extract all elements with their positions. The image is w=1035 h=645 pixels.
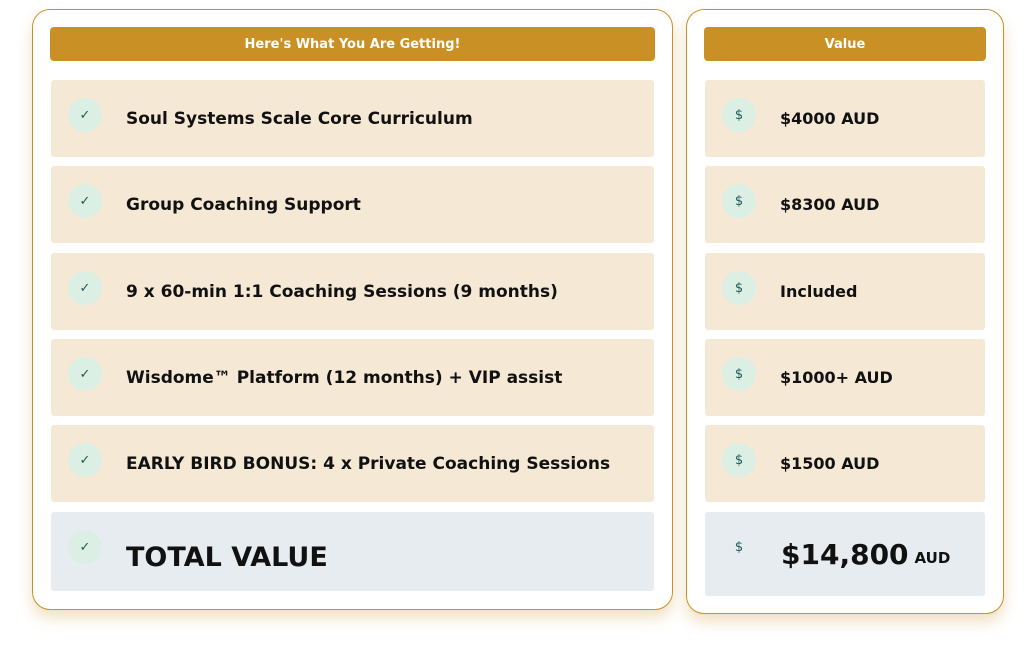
total-row [51,512,654,591]
total-value-amount [781,512,950,596]
offer-item-label: 9 x 60-min 1:1 Coaching Sessions (9 months) [126,281,558,302]
offer-header: Here's What You Are Getting! [50,27,655,61]
offer-item-row [51,339,654,416]
value-row [705,80,985,157]
dollar-icon: $ [734,539,744,555]
value-amount: $1500 AUD [780,454,880,473]
value-amount: Included [780,282,858,301]
value-row [705,425,985,502]
check-icon: ✓ [68,530,102,564]
check-icon: ✓ [68,98,102,132]
offer-item-row [51,425,654,502]
offer-item-label: Wisdome™ Platform (12 months) + VIP assist [126,367,563,388]
total-value-row [705,512,985,596]
total-value-label: TOTAL VALUE [126,542,328,573]
dollar-icon: $ [722,271,756,305]
offer-item-row [51,253,654,330]
value-row [705,339,985,416]
value-amount: $1000+ AUD [780,368,893,387]
check-icon: ✓ [68,184,102,218]
dollar-icon: $ [722,357,756,391]
offer-item-row [51,166,654,243]
value-amount: $4000 AUD [780,109,880,128]
value-row [705,166,985,243]
offer-item-label: EARLY BIRD BONUS: 4 x Private Coaching Sessions [126,453,611,474]
total-amount: $14,800 [781,537,909,571]
check-icon: ✓ [68,271,102,305]
value-row [705,253,985,330]
dollar-icon: $ [722,443,756,477]
value-amount: $8300 AUD [780,195,880,214]
offer-item-row [51,80,654,157]
dollar-icon: $ [722,184,756,218]
check-icon: ✓ [68,357,102,391]
dollar-icon: $ [722,98,756,132]
offer-card [32,9,673,610]
value-card [686,9,1004,614]
value-header: Value [704,27,986,61]
total-unit: AUD [914,549,951,567]
check-icon: ✓ [68,443,102,477]
offer-item-label: Soul Systems Scale Core Curriculum [126,108,473,129]
offer-item-label: Group Coaching Support [126,194,361,215]
